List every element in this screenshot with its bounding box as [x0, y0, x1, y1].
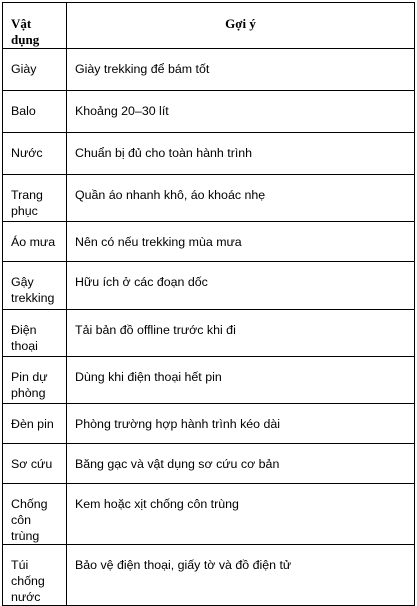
suggestion-cell: Nên có nếu trekking mùa mưa	[67, 222, 415, 262]
table-row	[3, 262, 415, 310]
item-cell: Giày	[3, 49, 67, 91]
item-cell: Trang phục	[3, 175, 67, 222]
suggestion-cell: Băng gạc và vật dụng sơ cứu cơ bản	[67, 444, 415, 484]
suggestion-cell: Kem hoặc xịt chống côn trùng	[67, 484, 415, 545]
suggestion-cell: Dùng khi điện thoại hết pin	[67, 357, 415, 404]
table-row	[3, 133, 415, 175]
suggestion-cell: Giày trekking để bám tốt	[67, 49, 415, 91]
suggestion-cell: Tải bản đồ offline trước khi đi	[67, 310, 415, 357]
item-cell: Đèn pin	[3, 404, 67, 444]
table-row	[3, 49, 415, 91]
gear-table	[2, 2, 415, 606]
table-row	[3, 357, 415, 404]
item-cell: Nước	[3, 133, 67, 175]
column-header-suggestion: Gợi ý	[67, 3, 415, 49]
suggestion-cell: Khoảng 20–30 lít	[67, 91, 415, 133]
table-row	[3, 484, 415, 545]
table-row	[3, 545, 415, 606]
table-header-row	[3, 3, 415, 49]
table-row	[3, 91, 415, 133]
table-row	[3, 310, 415, 357]
item-cell: Pin dự phòng	[3, 357, 67, 404]
table-row	[3, 404, 415, 444]
item-cell: Túi chống nước	[3, 545, 67, 606]
item-cell: Sơ cứu	[3, 444, 67, 484]
suggestion-cell: Hữu ích ở các đoạn dốc	[67, 262, 415, 310]
column-header-item: Vật dụng	[3, 3, 67, 49]
item-cell: Điện thoại	[3, 310, 67, 357]
table-row	[3, 222, 415, 262]
suggestion-cell: Bảo vệ điện thoại, giấy tờ và đồ điện tử	[67, 545, 415, 606]
item-cell: Chống côn trùng	[3, 484, 67, 545]
item-cell: Gậy trekking	[3, 262, 67, 310]
suggestion-cell: Phòng trường hợp hành trình kéo dài	[67, 404, 415, 444]
item-cell: Áo mưa	[3, 222, 67, 262]
table-row	[3, 444, 415, 484]
item-cell: Balo	[3, 91, 67, 133]
table-row	[3, 175, 415, 222]
suggestion-cell: Chuẩn bị đủ cho toàn hành trình	[67, 133, 415, 175]
suggestion-cell: Quần áo nhanh khô, áo khoác nhẹ	[67, 175, 415, 222]
